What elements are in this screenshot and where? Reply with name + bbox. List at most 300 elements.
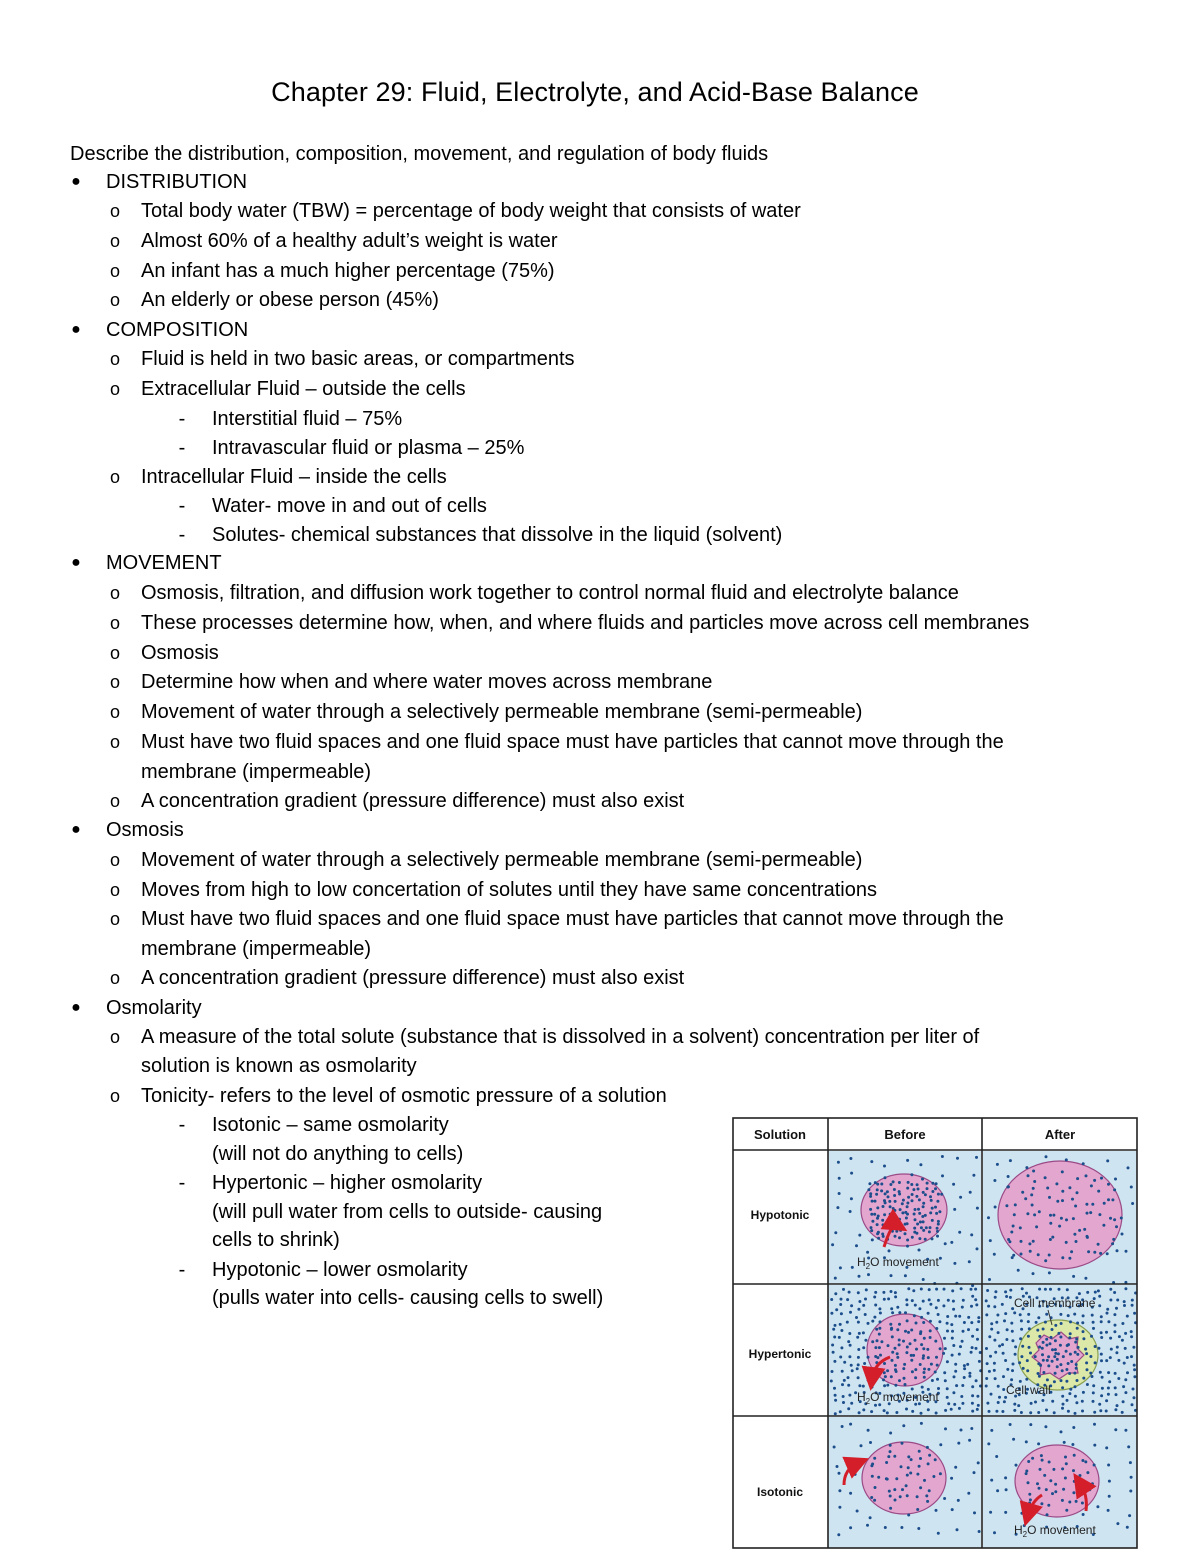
solute-particle bbox=[1001, 1303, 1004, 1306]
solute-particle bbox=[895, 1230, 898, 1233]
solute-particle bbox=[976, 1408, 979, 1411]
solute-particle bbox=[929, 1226, 932, 1229]
solute-particle bbox=[938, 1320, 941, 1323]
solute-particle bbox=[1072, 1275, 1075, 1278]
solute-particle bbox=[869, 1516, 872, 1519]
solute-particle bbox=[1125, 1250, 1128, 1253]
solute-particle bbox=[1061, 1256, 1064, 1259]
solute-particle bbox=[941, 1155, 944, 1158]
solute-particle bbox=[1047, 1364, 1050, 1367]
solute-particle bbox=[1057, 1332, 1060, 1335]
solute-particle bbox=[1117, 1359, 1120, 1362]
solute-particle bbox=[882, 1205, 885, 1208]
solute-particle bbox=[1056, 1358, 1059, 1361]
solute-particle bbox=[1029, 1250, 1032, 1253]
solute-particle bbox=[947, 1299, 950, 1302]
solute-particle bbox=[990, 1429, 993, 1432]
circle-marker: o bbox=[109, 791, 120, 811]
solute-particle bbox=[903, 1363, 906, 1366]
header-solution: Solution bbox=[754, 1127, 806, 1142]
solute-particle bbox=[1082, 1513, 1085, 1516]
solute-particle bbox=[1004, 1511, 1007, 1514]
list-item: Osmosis bbox=[141, 642, 219, 664]
circle-marker: o bbox=[109, 349, 120, 369]
cell-membrane-label: Cell membrane bbox=[1014, 1296, 1096, 1310]
solute-particle bbox=[871, 1386, 874, 1389]
solute-particle bbox=[1081, 1321, 1084, 1324]
solute-particle bbox=[1027, 1174, 1030, 1177]
bullet-marker: ● bbox=[71, 821, 81, 838]
solute-particle bbox=[944, 1347, 947, 1350]
solute-particle bbox=[927, 1462, 930, 1465]
circle-marker: o bbox=[109, 909, 120, 929]
bullet-marker: ● bbox=[71, 173, 81, 190]
solute-particle bbox=[911, 1193, 914, 1196]
solute-particle bbox=[958, 1353, 961, 1356]
solute-particle bbox=[1072, 1217, 1075, 1220]
solute-particle bbox=[1061, 1499, 1064, 1502]
list-item: Solutes- chemical substances that dissolve in the liquid (solvent) bbox=[212, 524, 783, 546]
solute-particle bbox=[1007, 1238, 1010, 1241]
solute-particle bbox=[917, 1527, 920, 1530]
solute-particle bbox=[834, 1324, 837, 1327]
solute-particle bbox=[1115, 1225, 1118, 1228]
cell-wall-label: Cell wall bbox=[1006, 1383, 1051, 1397]
dash-marker: - bbox=[178, 408, 186, 430]
solute-particle bbox=[1105, 1331, 1108, 1334]
solute-particle bbox=[874, 1181, 877, 1184]
solute-particle bbox=[935, 1182, 938, 1185]
solute-particle bbox=[939, 1347, 942, 1350]
solute-particle bbox=[924, 1238, 927, 1241]
solute-particle bbox=[874, 1404, 877, 1407]
solute-particle bbox=[971, 1410, 974, 1413]
solute-particle bbox=[963, 1376, 966, 1379]
solute-particle bbox=[911, 1199, 914, 1202]
solute-particle bbox=[842, 1288, 845, 1291]
solute-particle bbox=[1039, 1364, 1042, 1367]
solute-particle bbox=[847, 1407, 850, 1410]
solute-particle bbox=[1002, 1352, 1005, 1355]
solute-particle bbox=[946, 1360, 949, 1363]
solute-particle bbox=[905, 1298, 908, 1301]
solute-particle bbox=[1105, 1410, 1108, 1413]
solute-particle bbox=[1114, 1408, 1117, 1411]
solute-particle bbox=[1036, 1329, 1039, 1332]
list-item-continuation: cells to shrink) bbox=[212, 1229, 340, 1251]
solute-particle bbox=[1025, 1292, 1028, 1295]
solute-particle bbox=[893, 1194, 896, 1197]
solute-particle bbox=[1033, 1213, 1036, 1216]
solute-particle bbox=[989, 1511, 992, 1514]
solute-particle bbox=[1022, 1367, 1025, 1370]
solute-particle bbox=[1013, 1409, 1016, 1412]
solute-particle bbox=[1130, 1355, 1133, 1358]
solute-particle bbox=[1076, 1191, 1079, 1194]
solute-particle bbox=[1004, 1359, 1007, 1362]
solute-particle bbox=[970, 1288, 973, 1291]
solute-particle bbox=[985, 1385, 988, 1388]
solute-particle bbox=[993, 1362, 996, 1365]
solute-particle bbox=[995, 1455, 998, 1458]
solute-particle bbox=[1100, 1394, 1103, 1397]
solute-particle bbox=[847, 1384, 850, 1387]
solute-particle bbox=[1009, 1159, 1012, 1162]
bullet-marker: ● bbox=[71, 554, 81, 571]
solute-particle bbox=[1038, 1487, 1041, 1490]
solute-particle bbox=[1037, 1411, 1040, 1414]
solute-particle bbox=[993, 1531, 996, 1534]
solute-particle bbox=[886, 1411, 889, 1414]
solute-particle bbox=[1059, 1363, 1062, 1366]
solute-particle bbox=[958, 1407, 961, 1410]
solute-particle bbox=[936, 1230, 939, 1233]
solute-particle bbox=[1037, 1372, 1040, 1375]
solute-particle bbox=[918, 1198, 921, 1201]
solute-particle bbox=[923, 1368, 926, 1371]
solute-particle bbox=[934, 1371, 937, 1374]
solute-particle bbox=[1069, 1332, 1072, 1335]
solute-particle bbox=[916, 1508, 919, 1511]
solute-particle bbox=[1045, 1488, 1048, 1491]
solute-particle bbox=[902, 1424, 905, 1427]
solute-particle bbox=[1074, 1412, 1077, 1415]
solute-particle bbox=[873, 1296, 876, 1299]
solute-particle bbox=[892, 1207, 895, 1210]
solute-particle bbox=[960, 1395, 963, 1398]
solute-particle bbox=[968, 1439, 971, 1442]
solute-particle bbox=[894, 1368, 897, 1371]
solute-particle bbox=[838, 1336, 841, 1339]
solute-particle bbox=[840, 1329, 843, 1332]
solute-particle bbox=[1113, 1313, 1116, 1316]
heading-osmolarity: Osmolarity bbox=[106, 997, 202, 1019]
solute-particle bbox=[878, 1333, 881, 1336]
solute-particle bbox=[926, 1500, 929, 1503]
solute-particle bbox=[1065, 1350, 1068, 1353]
solute-particle bbox=[1127, 1166, 1130, 1169]
solute-particle bbox=[990, 1479, 993, 1482]
solute-particle bbox=[1085, 1203, 1088, 1206]
solute-particle bbox=[1021, 1287, 1024, 1290]
solute-particle bbox=[1109, 1288, 1112, 1291]
solute-particle bbox=[1131, 1202, 1134, 1205]
circle-marker: o bbox=[109, 850, 120, 870]
solute-particle bbox=[1113, 1291, 1116, 1294]
solute-particle bbox=[870, 1410, 873, 1413]
solute-particle bbox=[1015, 1464, 1018, 1467]
solute-particle bbox=[1012, 1225, 1015, 1228]
solute-particle bbox=[1121, 1339, 1124, 1342]
solute-particle bbox=[1084, 1348, 1087, 1351]
solute-particle bbox=[1097, 1347, 1100, 1350]
solute-particle bbox=[1060, 1322, 1063, 1325]
solute-particle bbox=[1049, 1479, 1052, 1482]
solute-particle bbox=[871, 1463, 874, 1466]
solute-particle bbox=[1029, 1411, 1032, 1414]
solute-particle bbox=[849, 1492, 852, 1495]
solute-particle bbox=[1086, 1383, 1089, 1386]
solute-particle bbox=[889, 1495, 892, 1498]
solute-particle bbox=[927, 1356, 930, 1359]
solute-particle bbox=[1130, 1186, 1133, 1189]
solute-particle bbox=[1028, 1502, 1031, 1505]
solute-particle bbox=[899, 1229, 902, 1232]
solute-particle bbox=[926, 1446, 929, 1449]
solute-particle bbox=[834, 1231, 837, 1234]
solute-particle bbox=[914, 1304, 917, 1307]
solute-particle bbox=[1010, 1231, 1013, 1234]
solute-particle bbox=[1073, 1480, 1076, 1483]
solute-particle bbox=[910, 1359, 913, 1362]
solute-particle bbox=[921, 1178, 924, 1181]
solute-particle bbox=[1081, 1502, 1084, 1505]
solute-particle bbox=[1037, 1253, 1040, 1256]
solute-particle bbox=[863, 1362, 866, 1365]
solute-particle bbox=[917, 1188, 920, 1191]
solute-particle bbox=[954, 1370, 957, 1373]
solute-particle bbox=[870, 1160, 873, 1163]
solute-particle bbox=[1051, 1492, 1054, 1495]
solute-particle bbox=[905, 1484, 908, 1487]
solute-particle bbox=[910, 1183, 913, 1186]
solute-particle bbox=[922, 1191, 925, 1194]
header-after: After bbox=[1044, 1127, 1076, 1142]
solute-particle bbox=[840, 1346, 843, 1349]
solute-particle bbox=[896, 1352, 899, 1355]
solute-particle bbox=[956, 1157, 959, 1160]
solute-particle bbox=[1123, 1300, 1126, 1303]
solute-particle bbox=[905, 1351, 908, 1354]
solute-particle bbox=[1019, 1313, 1022, 1316]
solute-particle bbox=[1042, 1359, 1045, 1362]
solute-particle bbox=[985, 1313, 988, 1316]
list-item: Hypotonic – lower osmolarity bbox=[212, 1259, 468, 1281]
solute-particle bbox=[936, 1364, 939, 1367]
solute-particle bbox=[1063, 1441, 1066, 1444]
solute-particle bbox=[968, 1372, 971, 1375]
solute-particle bbox=[988, 1335, 991, 1338]
solute-particle bbox=[890, 1375, 893, 1378]
solute-particle bbox=[849, 1526, 852, 1529]
solute-particle bbox=[1098, 1213, 1101, 1216]
solute-particle bbox=[978, 1360, 981, 1363]
solute-particle bbox=[975, 1303, 978, 1306]
solute-particle bbox=[1113, 1188, 1116, 1191]
solute-particle bbox=[1040, 1502, 1043, 1505]
solute-particle bbox=[935, 1356, 938, 1359]
solute-particle bbox=[1044, 1288, 1047, 1291]
list-item: Isotonic – same osmolarity bbox=[212, 1114, 449, 1136]
solute-particle bbox=[1093, 1251, 1096, 1254]
circle-marker: o bbox=[109, 261, 120, 281]
row-label-hypotonic: Hypotonic bbox=[750, 1208, 810, 1222]
solute-particle bbox=[944, 1409, 947, 1412]
circle-marker: o bbox=[109, 880, 120, 900]
solute-particle bbox=[1092, 1327, 1095, 1330]
solute-particle bbox=[935, 1327, 938, 1330]
solute-particle bbox=[1086, 1212, 1089, 1215]
solute-particle bbox=[860, 1444, 863, 1447]
solute-particle bbox=[1097, 1190, 1100, 1193]
solute-particle bbox=[1061, 1369, 1064, 1372]
solute-particle bbox=[1115, 1307, 1118, 1310]
solute-particle bbox=[1056, 1365, 1059, 1368]
solute-particle bbox=[970, 1305, 973, 1308]
solute-particle bbox=[1114, 1428, 1117, 1431]
solute-particle bbox=[1006, 1368, 1009, 1371]
solute-particle bbox=[925, 1494, 928, 1497]
solute-particle bbox=[975, 1379, 978, 1382]
list-item: Must have two fluid spaces and one fluid space must have particles that cannot move through the bbox=[141, 908, 1004, 930]
solute-particle bbox=[911, 1410, 914, 1413]
solute-particle bbox=[997, 1385, 1000, 1388]
solute-particle bbox=[977, 1320, 980, 1323]
circle-marker: o bbox=[109, 467, 120, 487]
solute-particle bbox=[1082, 1162, 1085, 1165]
solute-particle bbox=[856, 1336, 859, 1339]
dash-marker: - bbox=[178, 1114, 186, 1136]
solute-particle bbox=[889, 1183, 892, 1186]
solute-particle bbox=[928, 1298, 931, 1301]
solute-particle bbox=[923, 1371, 926, 1374]
solute-particle bbox=[996, 1163, 999, 1166]
solute-particle bbox=[1098, 1304, 1101, 1307]
solute-particle bbox=[1001, 1343, 1004, 1346]
solute-particle bbox=[849, 1311, 852, 1314]
solute-particle bbox=[1065, 1158, 1068, 1161]
solute-particle bbox=[902, 1367, 905, 1370]
solute-particle bbox=[1061, 1199, 1064, 1202]
solute-particle bbox=[1107, 1464, 1110, 1467]
solute-particle bbox=[1065, 1380, 1068, 1383]
solute-particle bbox=[884, 1192, 887, 1195]
solute-particle bbox=[1001, 1410, 1004, 1413]
solute-particle bbox=[928, 1288, 931, 1291]
solute-particle bbox=[892, 1180, 895, 1183]
solute-particle bbox=[1075, 1401, 1078, 1404]
solute-particle bbox=[1124, 1332, 1127, 1335]
solute-particle bbox=[857, 1308, 860, 1311]
solute-particle bbox=[889, 1507, 892, 1510]
solute-particle bbox=[963, 1367, 966, 1370]
solute-particle bbox=[977, 1461, 980, 1464]
solute-particle bbox=[1133, 1368, 1136, 1371]
solute-particle bbox=[877, 1476, 880, 1479]
solute-particle bbox=[833, 1360, 836, 1363]
solute-particle bbox=[928, 1230, 931, 1233]
solute-particle bbox=[922, 1229, 925, 1232]
solute-particle bbox=[867, 1429, 870, 1432]
solute-particle bbox=[924, 1193, 927, 1196]
solute-particle bbox=[1030, 1402, 1033, 1405]
solute-particle bbox=[857, 1348, 860, 1351]
solute-particle bbox=[884, 1176, 887, 1179]
solute-particle bbox=[1028, 1242, 1031, 1245]
solute-particle bbox=[1005, 1204, 1008, 1207]
solute-particle bbox=[1049, 1214, 1052, 1217]
solute-particle bbox=[1093, 1179, 1096, 1182]
solute-particle bbox=[894, 1347, 897, 1350]
solute-particle bbox=[1002, 1388, 1005, 1391]
solute-particle bbox=[1116, 1346, 1119, 1349]
solute-particle bbox=[920, 1343, 923, 1346]
solute-particle bbox=[1133, 1396, 1136, 1399]
solute-particle bbox=[1109, 1337, 1112, 1340]
solute-particle bbox=[947, 1402, 950, 1405]
solute-particle bbox=[911, 1370, 914, 1373]
solute-particle bbox=[889, 1213, 892, 1216]
solute-particle bbox=[847, 1376, 850, 1379]
list-item: Hypertonic – higher osmolarity bbox=[212, 1172, 483, 1194]
solute-particle bbox=[996, 1489, 999, 1492]
solute-particle bbox=[922, 1347, 925, 1350]
solute-particle bbox=[1089, 1355, 1092, 1358]
list-item: A concentration gradient (pressure difference) must also exist bbox=[141, 790, 685, 812]
solute-particle bbox=[912, 1289, 915, 1292]
list-item: A concentration gradient (pressure difference) must also exist bbox=[141, 967, 685, 989]
solute-particle bbox=[951, 1330, 954, 1333]
solute-particle bbox=[907, 1455, 910, 1458]
solute-particle bbox=[913, 1213, 916, 1216]
solute-particle bbox=[966, 1363, 969, 1366]
solute-particle bbox=[867, 1188, 870, 1191]
solute-particle bbox=[923, 1376, 926, 1379]
solute-particle bbox=[1092, 1321, 1095, 1324]
solute-particle bbox=[1011, 1330, 1014, 1333]
solute-particle bbox=[1083, 1481, 1086, 1484]
solute-particle bbox=[1029, 1498, 1032, 1501]
circle-marker: o bbox=[109, 1086, 120, 1106]
solute-particle bbox=[898, 1323, 901, 1326]
solute-particle bbox=[1011, 1339, 1014, 1342]
solute-particle bbox=[1076, 1353, 1079, 1356]
dash-marker: - bbox=[178, 437, 186, 459]
circle-marker: o bbox=[109, 643, 120, 663]
solute-particle bbox=[995, 1410, 998, 1413]
solute-particle bbox=[1124, 1429, 1127, 1432]
solute-particle bbox=[880, 1189, 883, 1192]
solute-particle bbox=[904, 1383, 907, 1386]
solute-particle bbox=[1054, 1372, 1057, 1375]
solute-particle bbox=[918, 1465, 921, 1468]
solute-particle bbox=[963, 1364, 966, 1367]
solute-particle bbox=[1060, 1430, 1063, 1433]
solute-particle bbox=[934, 1458, 937, 1461]
solute-particle bbox=[833, 1387, 836, 1390]
list-item: Movement of water through a selectively permeable membrane (semi-permeable) bbox=[141, 701, 863, 723]
solute-particle bbox=[1107, 1320, 1110, 1323]
solute-particle bbox=[957, 1442, 960, 1445]
solute-particle bbox=[1041, 1459, 1044, 1462]
solute-particle bbox=[874, 1304, 877, 1307]
solute-particle bbox=[1010, 1322, 1013, 1325]
solute-particle bbox=[1036, 1482, 1039, 1485]
solute-particle bbox=[856, 1510, 859, 1513]
solute-particle bbox=[1121, 1322, 1124, 1325]
solute-particle bbox=[904, 1311, 907, 1314]
solute-particle bbox=[1045, 1409, 1048, 1412]
solute-particle bbox=[1019, 1226, 1022, 1229]
solute-particle bbox=[855, 1244, 858, 1247]
solute-particle bbox=[950, 1241, 953, 1244]
solute-particle bbox=[929, 1336, 932, 1339]
solute-particle bbox=[834, 1292, 837, 1295]
solute-particle bbox=[874, 1346, 877, 1349]
solute-particle bbox=[993, 1179, 996, 1182]
solute-particle bbox=[1053, 1411, 1056, 1414]
solute-particle bbox=[1009, 1296, 1012, 1299]
